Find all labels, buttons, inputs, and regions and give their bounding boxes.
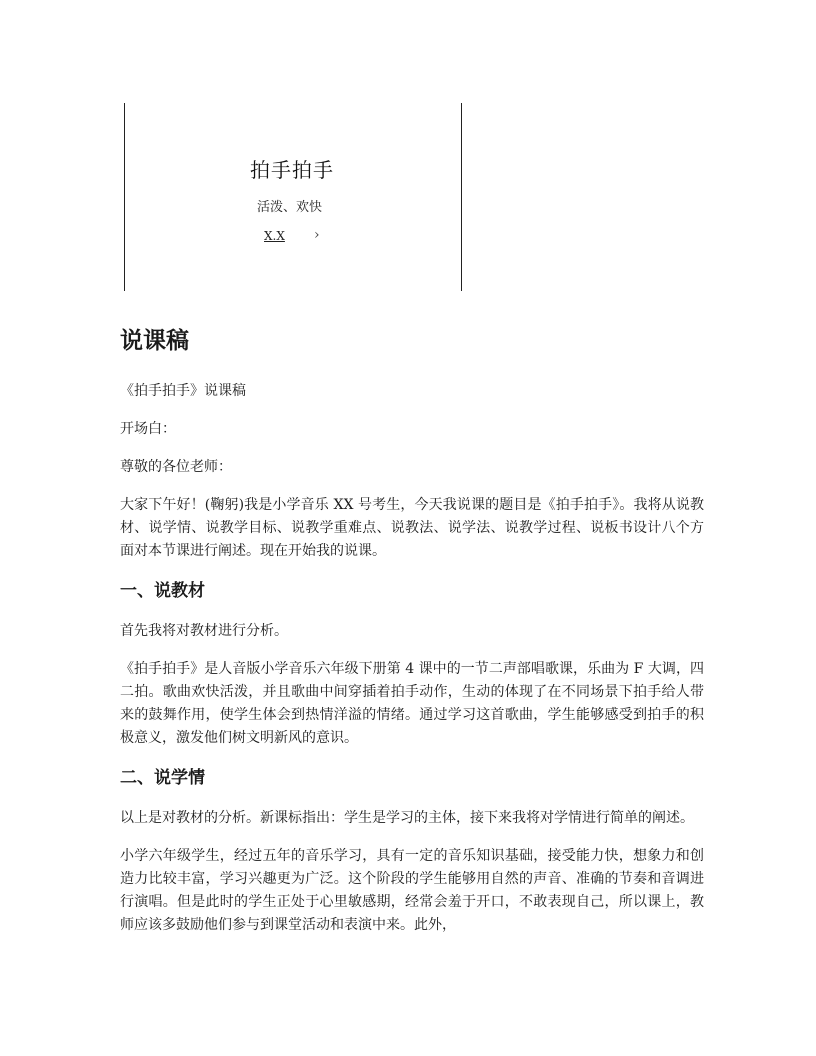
chevron-right-icon: › bbox=[314, 227, 320, 243]
paragraph-students-analysis: 小学六年级学生，经过五年的音乐学习，具有一定的音乐知识基础，接受能力快，想象力和创造力比较丰富，学习兴趣更为广泛。这个阶段的学生能够用自然的声音、准确的节奏和音调进行演唱。但是此时的学生正处于心里敏感期，经常会羞于开口，不敢表现自己，所以课上，教师应该多鼓励他们参与到课堂活动和表演中来。此外， bbox=[120, 848, 704, 933]
document-title: 说课稿 bbox=[120, 328, 189, 354]
cover-title: 拍手拍手 bbox=[250, 158, 334, 182]
cover-border-right bbox=[461, 103, 462, 291]
cover-author: X.X bbox=[264, 229, 285, 243]
cover-border-left bbox=[124, 103, 125, 291]
paragraph-introduction: 大家下午好！(鞠躬)我是小学音乐 XX 号考生，今天我说课的题目是《拍手拍手》。我将从说教材、说学情、说教学目标、说教学重难点、说教法、说学法、说教学过程、说板书设计八个方面对本节课进行阐述。现在开始我的说课。 bbox=[120, 497, 704, 559]
section-heading-students: 二、说学情 bbox=[120, 768, 205, 788]
paragraph-textbook-intro: 首先我将对教材进行分析。 bbox=[120, 623, 288, 639]
document-body bbox=[120, 324, 704, 952]
paragraph-lesson-title: 《拍手拍手》说课稿 bbox=[120, 383, 246, 399]
paragraph-greeting: 尊敬的各位老师： bbox=[120, 459, 232, 475]
paragraph-students-intro: 以上是对教材的分析。新课标指出：学生是学习的主体，接下来我将对学情进行简单的阐述。 bbox=[120, 810, 694, 826]
paragraph-opening-label: 开场白： bbox=[120, 421, 176, 437]
section-heading-textbook: 一、说教材 bbox=[120, 581, 205, 601]
paragraph-textbook-analysis: 《拍手拍手》是人音版小学音乐六年级下册第 4 课中的一节二声部唱歌课，乐曲为 F 大调，四二拍。歌曲欢快活泼，并且歌曲中间穿插着拍手动作，生动的体现了在不同场景下拍手给人带来的鼓舞作用，使学生体会到热情洋溢的情绪。通过学习这首歌曲，学生能够感受到拍手的积极意义，激发他们树文明新风的意识。 bbox=[120, 661, 704, 746]
cover-subtitle: 活泼、欢快 bbox=[257, 200, 323, 215]
